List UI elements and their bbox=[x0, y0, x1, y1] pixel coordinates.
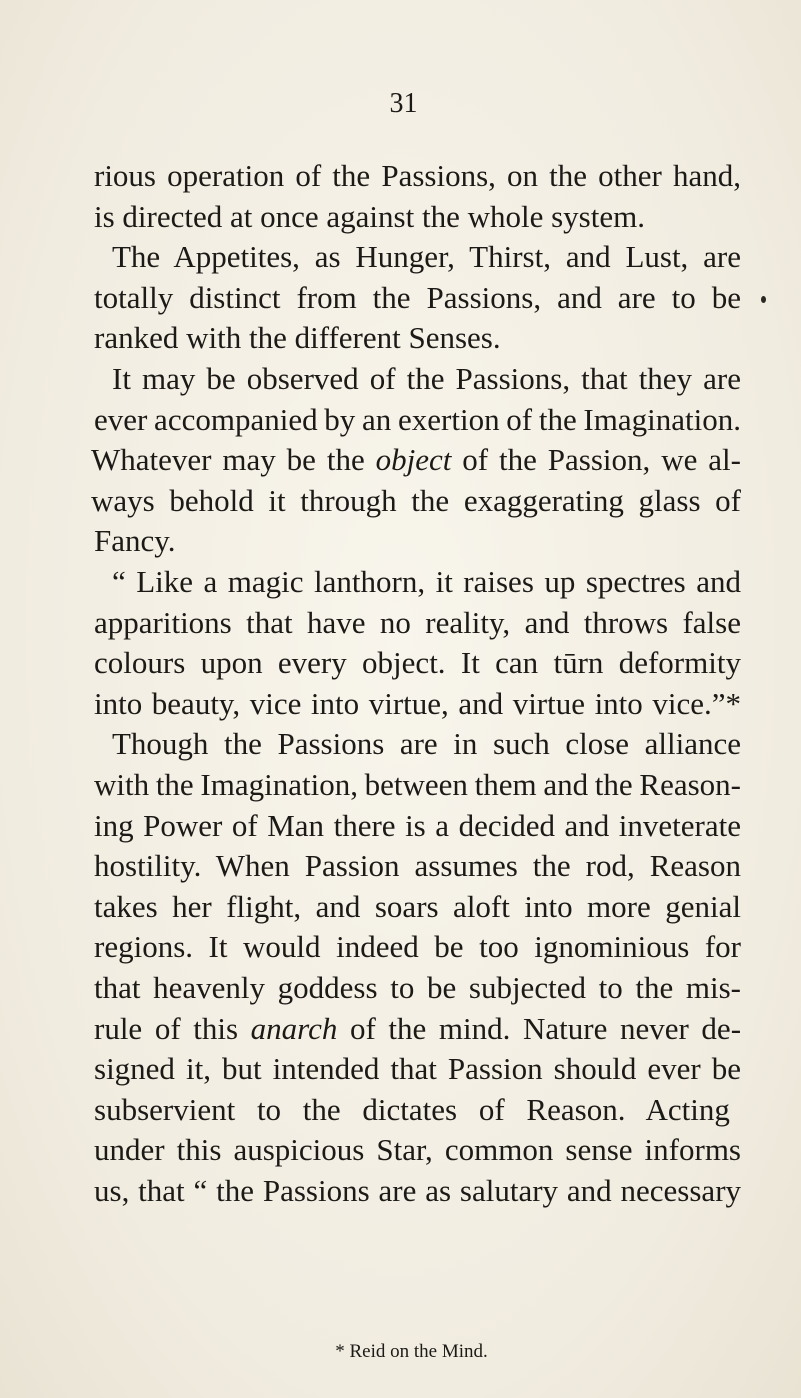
text-line bbox=[94, 765, 741, 805]
text-line bbox=[94, 1130, 741, 1170]
text-line bbox=[94, 156, 741, 196]
text-run: signed it, but intended that Passion should ever be bbox=[94, 1051, 742, 1086]
text-run: The Appetites, as Hunger, Thirst, and Lust, are bbox=[112, 239, 741, 274]
text-line bbox=[94, 1049, 741, 1089]
text-run: It may be observed of the Passions, that they are bbox=[112, 361, 741, 396]
text-line bbox=[94, 806, 741, 846]
text-line bbox=[94, 1090, 730, 1130]
text-line bbox=[94, 968, 741, 1008]
text-run: us, that “ the Passions are as salutary and necessary bbox=[94, 1173, 742, 1208]
text-line bbox=[94, 1009, 741, 1049]
text-run: under this auspicious Star, common sense informs bbox=[94, 1132, 741, 1167]
italic-word: anarch bbox=[250, 1011, 338, 1046]
text-run: colours upon every object. It can tūrn deformity bbox=[94, 645, 741, 680]
text-run: Whatever may be the bbox=[91, 442, 376, 477]
text-run: of the Passion, we al- bbox=[451, 442, 741, 477]
text-run: Though the Passions are in such close alliance bbox=[112, 726, 742, 761]
text-line bbox=[94, 603, 741, 643]
text-line bbox=[112, 724, 741, 764]
text-run: “ Like a magic lanthorn, it raises up spectres and bbox=[112, 564, 741, 599]
text-line bbox=[94, 643, 741, 683]
text-run: totally distinct from the Passions, and are to be bbox=[94, 280, 741, 315]
ink-speck bbox=[761, 296, 766, 303]
page-number: 31 bbox=[389, 88, 418, 119]
text-run: subservient to the dictates of Reason. Acting bbox=[94, 1092, 730, 1127]
text-run: is directed at once against the whole system. bbox=[94, 199, 645, 234]
text-line bbox=[94, 684, 741, 724]
text-line bbox=[94, 521, 176, 561]
text-line bbox=[94, 927, 741, 967]
text-line bbox=[94, 400, 741, 440]
text-run: hostility. When Passion assumes the rod, Reason bbox=[94, 848, 741, 883]
text-run: ways behold it through the exaggerating glass of bbox=[91, 483, 742, 518]
text-run: ing Power of Man there is a decided and inveterate bbox=[94, 808, 741, 843]
text-run: apparitions that have no reality, and throws false bbox=[94, 605, 741, 640]
text-line bbox=[94, 197, 645, 237]
text-run: that heavenly goddess to be subjected to the mis- bbox=[94, 970, 741, 1005]
text-run: ever accompanied by an exertion of the Imagination. bbox=[94, 402, 741, 437]
text-run: rule of this bbox=[94, 1011, 251, 1046]
text-run: of the mind. Nature never de- bbox=[337, 1011, 742, 1046]
text-line bbox=[94, 1171, 741, 1211]
text-line bbox=[94, 887, 741, 927]
text-run: ranked with the different Senses. bbox=[94, 320, 501, 355]
text-line bbox=[94, 846, 741, 886]
text-run: regions. It would indeed be too ignominious for bbox=[94, 929, 741, 964]
text-run: takes her flight, and soars aloft into more genial bbox=[94, 889, 741, 924]
text-line bbox=[94, 278, 741, 318]
text-line bbox=[112, 562, 741, 602]
text-line bbox=[91, 440, 741, 480]
text-run: into beauty, vice into virtue, and virtue into vice.”* bbox=[94, 686, 742, 721]
italic-word: object bbox=[375, 442, 452, 477]
footnote: * Reid on the Mind. bbox=[335, 1341, 488, 1362]
text-run: with the Imagination, between them and the Reason- bbox=[94, 767, 741, 802]
text-line bbox=[94, 318, 501, 358]
text-line bbox=[112, 359, 741, 399]
text-line bbox=[91, 481, 741, 521]
text-line bbox=[112, 237, 741, 277]
text-run: rious operation of the Passions, on the other hand, bbox=[94, 158, 742, 193]
text-run: Fancy. bbox=[94, 523, 176, 558]
